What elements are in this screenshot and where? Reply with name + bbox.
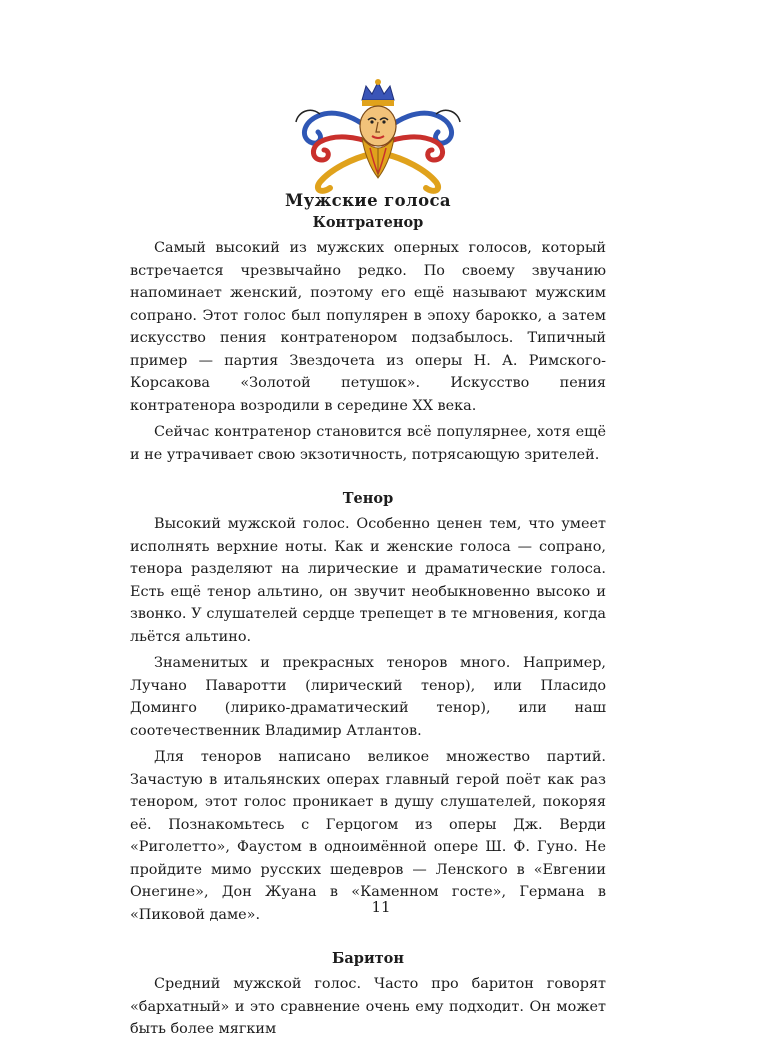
section-title: Мужские голоса (284, 191, 452, 210)
page-number: 11 (371, 898, 391, 916)
paragraph: Знаменитых и прекрасных теноров много. Например, Лучано Паваротти (лирический тенор), или Пласидо Доминго (лирико-драматический тенор), или наш соотечественник Владимир Атлантов. (130, 655, 606, 739)
paragraph: Самый высокий из мужских оперных голосов, который встречается чрезвычайно редко. По своему звучанию напоминает женский, поэтому его ещё называют мужским сопрано. Этот голос был популярен в эпоху барокко, а затем искусство пения контратенором подзабылось. Типичный пример — партия Звездочета из оперы Н. А. Римского-Корсакова «Золотой петушок». Искусство пения контратенора возродили в середине XX века. (130, 240, 606, 414)
ornament-face (360, 106, 396, 146)
subsection-title-baritone: Баритон (332, 950, 404, 967)
paragraph: Средний мужской голос. Часто про баритон говорят «бархатный» и это сравнение очень ему подходит. Он может быть более мягким (130, 976, 606, 1037)
folk-ornament-mask-icon (290, 78, 466, 196)
subsection-title-tenor: Тенор (342, 490, 394, 507)
paragraph: Сейчас контратенор становится всё популярнее, хотя ещё и не утрачивает свою экзотичность, потрясающую зрителей. (130, 424, 606, 463)
subsection-title-countertenor: Контратенор (312, 214, 424, 231)
paragraph: Высокий мужской голос. Особенно ценен тем, что умеет исполнять верхние ноты. Как и женские голоса — сопрано, тенора разделяют на лирические и драматические голоса. Есть ещё тенор альтино, он звучит необыкновенно высоко и звонко. У слушателей сердце трепещет в те мгновения, когда льётся альтино. (130, 516, 606, 645)
paragraph: Для теноров написано великое множество партий. Зачастую в итальянских операх главный герой поёт как раз тенором, этот голос проникает в душу слушателей, покоряя её. Познакомьтесь с Герцогом из оперы Дж. Верди «Риголетто», Фаустом в одноимённой опере Ш. Ф. Гуно. Не пройдите мимо русских шедевров — Ленского в «Евгении Онегине», Дон Жуана в «Каменном госте», Германа в «Пиковой даме». (130, 749, 606, 923)
